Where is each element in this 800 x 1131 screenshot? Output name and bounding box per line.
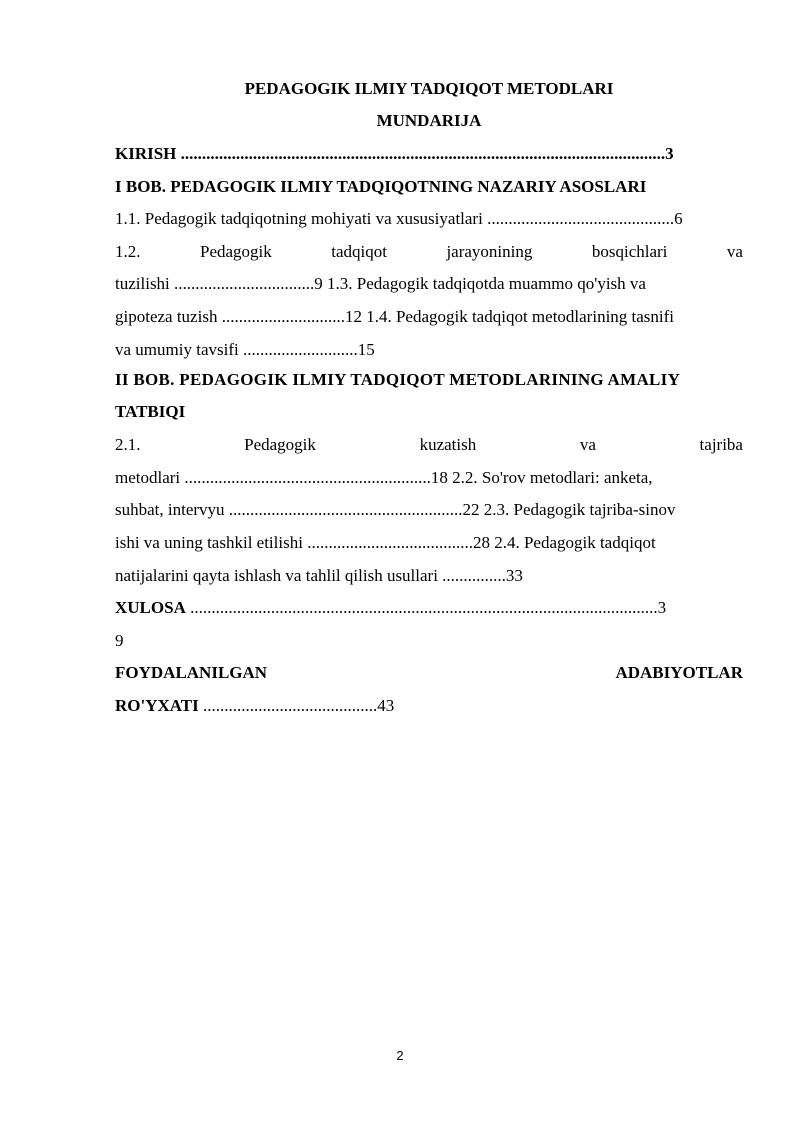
toc-entry-1-2-line <box>115 242 743 262</box>
toc-entry-references-line <box>115 663 743 683</box>
toc-word: va <box>726 242 743 261</box>
document-title: PEDAGOGIK ILMIY TADQIQOT METODLARI <box>244 79 614 98</box>
toc-word: kuzatish <box>419 435 477 454</box>
toc-word: tadqiqot <box>331 242 387 261</box>
toc-entry-line: metodlari ..........................................................18 2.2. So'rov metodlari: anketa, <box>115 468 653 487</box>
toc-entry-references-leader: .........................................43 <box>198 696 395 715</box>
toc-entry-1-1: 1.1. Pedagogik tadqiqotning mohiyati va xususiyatlari ............................................6 <box>115 209 683 228</box>
toc-chapter-2-cont: TATBIQI <box>115 402 186 421</box>
toc-entry-line: suhbat, intervyu .......................................................22 2.3. Pedagogik tajriba-sinov <box>115 500 676 519</box>
toc-entry-kirish-text: KIRISH ..................................................................................................................3 <box>115 144 674 163</box>
toc-word: bosqichlari <box>591 242 668 261</box>
toc-entry-xulosa <box>115 598 743 618</box>
toc-word: Pedagogik <box>199 242 272 261</box>
toc-entry-xulosa-page: 9 <box>115 631 124 650</box>
page-number: 2 <box>396 1048 404 1063</box>
toc-entry-references <box>115 696 743 716</box>
toc-entry-2-1-line <box>115 435 743 455</box>
toc-entry-line: va umumiy tavsifi ...........................15 <box>115 340 375 359</box>
toc-entry-xulosa-leader: ..............................................................................................................3 <box>185 598 667 617</box>
toc-heading: MUNDARIJA <box>376 111 482 130</box>
toc-entry-line: tuzilishi .................................9 1.3. Pedagogik tadqiqotda muammo qo'yish va <box>115 274 646 293</box>
toc-entry-line: ishi va uning tashkil etilishi .......................................28 2.4. Pedagogik tadqiqot <box>115 533 656 552</box>
toc-word: 1.2. <box>115 242 141 261</box>
toc-word: jarayonining <box>446 242 533 261</box>
toc-entry-line: gipoteza tuzish .............................12 1.4. Pedagogik tadqiqot metodlarining tasnifi <box>115 307 675 326</box>
toc-entry-references-label: RO'YXATI <box>115 696 199 715</box>
toc-word: FOYDALANILGAN <box>115 663 268 682</box>
toc-word: 2.1. <box>115 435 141 454</box>
toc-entry-xulosa-label: XULOSA <box>115 598 186 617</box>
toc-word: ADABIYOTLAR <box>615 663 743 682</box>
toc-chapter-2: II BOB. PEDAGOGIK ILMIY TADQIQOT METODLARINING AMALIY <box>115 370 681 389</box>
toc-word: va <box>579 435 596 454</box>
toc-entry-kirish <box>115 144 743 164</box>
toc-entry-line: natijalarini qayta ishlash va tahlil qilish usullari ...............33 <box>115 566 523 585</box>
toc-chapter-1: I BOB. PEDAGOGIK ILMIY TADQIQOTNING NAZARIY ASOSLARI <box>115 177 647 196</box>
toc-word: Pedagogik <box>244 435 316 454</box>
toc-word: tajriba <box>699 435 743 454</box>
